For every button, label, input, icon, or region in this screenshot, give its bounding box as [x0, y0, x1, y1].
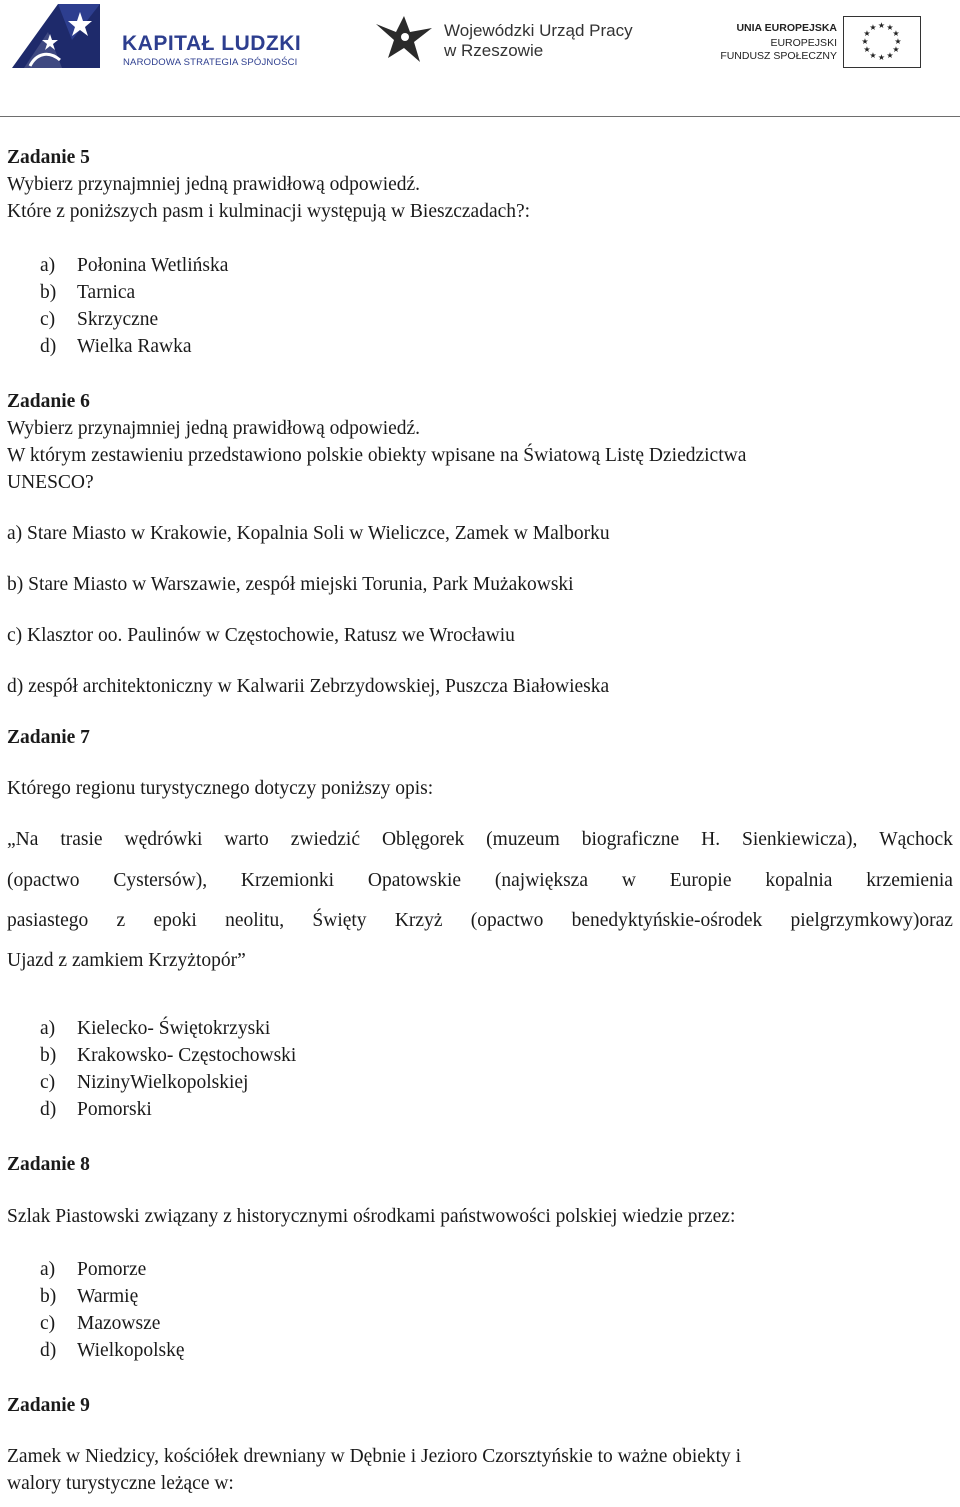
option-key: b) — [40, 1045, 57, 1066]
svg-text:★: ★ — [877, 53, 886, 62]
svg-text:★: ★ — [877, 21, 886, 30]
option-text: Pomorze — [77, 1259, 147, 1280]
task-7-option-b — [40, 1044, 296, 1068]
quote-word: Sienkiewicza), — [742, 829, 858, 850]
wup-line-1: Wojewódzki Urząd Pracy — [444, 21, 633, 40]
option-text: Tarnica — [77, 282, 136, 303]
quote-word: H. — [701, 829, 721, 850]
quote-word: pielgrzymkowy)oraz — [790, 910, 953, 931]
quote-word: Krzyż — [394, 910, 443, 931]
quote-word: wędrówki — [124, 829, 203, 850]
quote-word: epoki — [153, 910, 197, 931]
header-divider — [0, 116, 960, 117]
task-5-option-b — [40, 281, 135, 305]
quote-word: (największa — [494, 870, 588, 891]
task-8-title: Zadanie 8 — [7, 1154, 90, 1175]
quote-word: trasie — [60, 829, 103, 850]
task-9-title: Zadanie 9 — [7, 1395, 90, 1416]
svg-text:★: ★ — [886, 23, 894, 32]
svg-text:★: ★ — [869, 23, 877, 32]
eu-logo — [720, 16, 925, 72]
quote-word: (opactwo — [470, 910, 544, 931]
eu-line-3: FUNDUSZ SPOŁECZNY — [720, 50, 837, 62]
option-text: Połonina Wetlińska — [77, 255, 229, 276]
task-7-option-c — [40, 1071, 248, 1095]
option-key: d) — [40, 1340, 57, 1361]
task-7-quote-line-4: Ujazd z zamkiem Krzyżtopór” — [7, 950, 246, 971]
task-8-option-b — [40, 1285, 138, 1309]
task-9-question-line-1: Zamek w Niedzicy, kościółek drewniany w Dębnie i Jezioro Czorsztyńskie to ważne obiekty i — [7, 1446, 742, 1467]
svg-text:★: ★ — [892, 45, 900, 54]
quote-word: kopalnia — [765, 870, 833, 891]
kl-title: KAPITAŁ LUDZKI — [122, 32, 302, 55]
quote-word: zwiedzić — [290, 829, 361, 850]
task-9-question-line-2: walory turystyczne leżące w: — [7, 1473, 234, 1494]
option-key: c) — [40, 1313, 56, 1334]
quote-word: w — [621, 870, 636, 891]
option-text: Warmię — [77, 1286, 139, 1307]
task-7-question: Którego regionu turystycznego dotyczy poniższy opis: — [7, 778, 434, 799]
task-6-option-d: d) zespół architektoniczny w Kalwarii Zebrzydowskiej, Puszcza Białowieska — [7, 676, 610, 697]
task-7-quote-line-1 — [7, 828, 953, 852]
quote-word: Wąchock — [879, 829, 953, 850]
option-key: a) — [40, 1259, 56, 1280]
option-text: Pomorski — [77, 1099, 152, 1120]
quote-word: (opactwo — [7, 870, 80, 891]
task-6-option-c: c) Klasztor oo. Paulinów w Częstochowie, Ratusz we Wrocławiu — [7, 625, 515, 646]
eu-line-2: EUROPEJSKI — [770, 37, 837, 49]
svg-text:★: ★ — [894, 37, 902, 46]
option-text: Kielecko- Świętokrzyski — [77, 1018, 271, 1039]
task-7-option-a — [40, 1017, 270, 1041]
eu-line-1: UNIA EUROPEJSKA — [736, 22, 837, 34]
task-8-question: Szlak Piastowski związany z historycznymi ośrodkami państwowości polskiej wiedzie przez: — [7, 1206, 736, 1227]
option-text: Wielka Rawka — [77, 336, 192, 357]
svg-text:★: ★ — [861, 37, 869, 46]
task-5-instruction: Wybierz przynajmniej jedną prawidłową odpowiedź. — [7, 174, 421, 195]
kapital-ludzki-logo — [10, 2, 310, 72]
option-key: b) — [40, 1286, 57, 1307]
svg-text:★: ★ — [869, 51, 877, 60]
task-6-instruction: Wybierz przynajmniej jedną prawidłową odpowiedź. — [7, 418, 421, 439]
svg-text:★: ★ — [863, 29, 871, 38]
task-5-option-c — [40, 308, 158, 332]
task-7-option-d — [40, 1098, 152, 1122]
option-text: Skrzyczne — [77, 309, 159, 330]
task-6-title: Zadanie 6 — [7, 391, 90, 412]
option-key: c) — [40, 309, 56, 330]
quote-word: krzemienia — [866, 870, 953, 891]
quote-word: neolitu, — [225, 910, 285, 931]
kapital-ludzki-emblem-icon — [10, 2, 106, 70]
quote-word: „Na — [7, 829, 39, 850]
task-6-question-line-2: UNESCO? — [7, 472, 94, 493]
svg-text:★: ★ — [892, 29, 900, 38]
task-5-title: Zadanie 5 — [7, 147, 90, 168]
task-8-option-d — [40, 1339, 185, 1363]
quote-word: Oblęgorek — [381, 829, 465, 850]
option-text: Krakowsko- Częstochowski — [77, 1045, 297, 1066]
quote-word: warto — [224, 829, 269, 850]
page-header — [0, 0, 960, 118]
option-text: Mazowsze — [77, 1313, 161, 1334]
quote-word: benedyktyńskie-ośrodek — [571, 910, 763, 931]
option-key: d) — [40, 336, 57, 357]
task-7-quote-line-3 — [7, 909, 953, 933]
quote-word: (muzeum — [486, 829, 560, 850]
option-text: Wielkopolskę — [77, 1340, 185, 1361]
option-key: a) — [40, 1018, 56, 1039]
quote-word: Cystersów), — [113, 870, 208, 891]
quote-word: Europie — [669, 870, 732, 891]
svg-text:★: ★ — [886, 51, 894, 60]
quote-word: pasiastego — [7, 910, 89, 931]
option-key: d) — [40, 1099, 57, 1120]
task-6-option-b: b) Stare Miasto w Warszawie, zespół miejski Torunia, Park Mużakowski — [7, 574, 574, 595]
option-key: c) — [40, 1072, 56, 1093]
kl-subtitle: NARODOWA STRATEGIA SPÓJNOŚCI — [123, 57, 298, 68]
task-8-option-a — [40, 1258, 146, 1282]
quote-word: Krzemionki — [240, 870, 335, 891]
task-5-question: Które z poniższych pasm i kulminacji występują w Bieszczadach?: — [7, 201, 531, 222]
task-5-option-d — [40, 335, 192, 359]
task-7-title: Zadanie 7 — [7, 727, 90, 748]
quote-word: Opatowskie — [367, 870, 462, 891]
option-key: a) — [40, 255, 56, 276]
task-6-option-a: a) Stare Miasto w Krakowie, Kopalnia Soli w Wieliczce, Zamek w Malborku — [7, 523, 610, 544]
option-key: b) — [40, 282, 57, 303]
task-7-quote-line-2 — [7, 869, 953, 893]
task-8-option-c — [40, 1312, 160, 1336]
task-6-question-line-1: W którym zestawieniu przedstawiono polskie obiekty wpisane na Światową Listę Dziedzictwa — [7, 445, 747, 466]
quote-word: Święty — [312, 910, 367, 931]
wup-logo — [374, 8, 654, 68]
quote-word: biograficzne — [581, 829, 680, 850]
wup-bird-icon — [374, 10, 436, 66]
quote-word: z — [116, 910, 126, 931]
option-text: NizinyWielkopolskiej — [77, 1072, 249, 1093]
task-5-option-a — [40, 254, 228, 278]
svg-text:★: ★ — [863, 45, 871, 54]
wup-line-2: w Rzeszowie — [444, 41, 544, 60]
eu-flag-icon — [843, 16, 921, 68]
